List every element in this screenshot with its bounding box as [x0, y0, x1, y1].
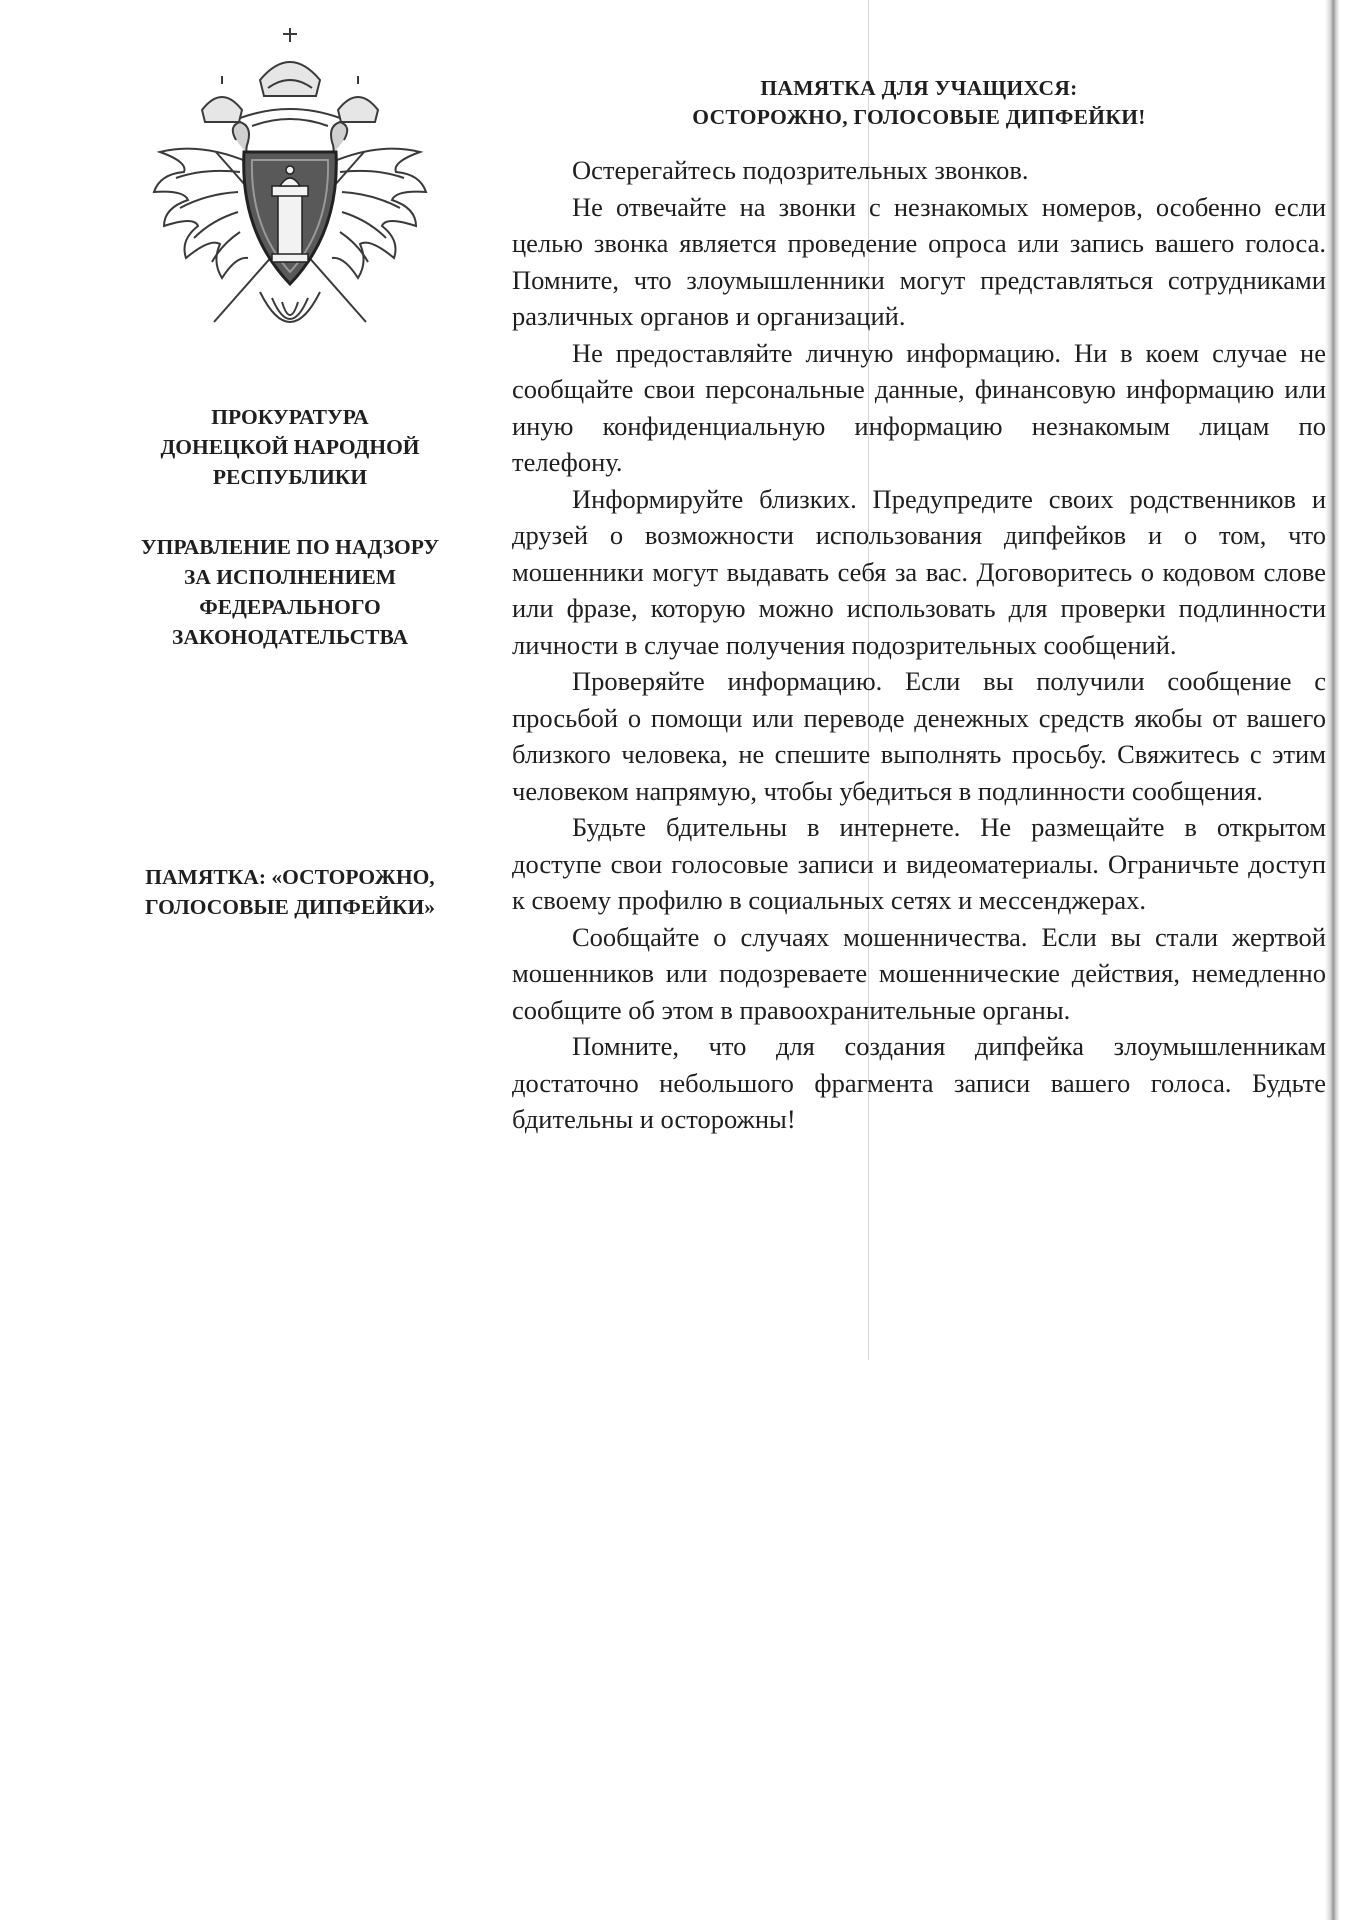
page-scan-edge	[1325, 0, 1339, 1920]
department-line: ЗАКОНОДАТЕЛЬСТВА	[172, 625, 408, 649]
department-line: ЗА ИСПОЛНЕНИЕМ	[183, 565, 397, 589]
leaflet-label-line: ГОЛОСОВЫЕ ДИПФЕЙКИ»	[144, 895, 436, 919]
leaflet-label-line: ПАМЯТКА: «ОСТОРОЖНО,	[145, 865, 435, 889]
left-column	[100, 402, 480, 922]
document-title-line: ОСТОРОЖНО, ГОЛОСОВЫЕ ДИПФЕЙКИ!	[692, 105, 1146, 129]
paragraph: Проверяйте информацию. Если вы получили сообщение с просьбой о помощи или переводе денежных средств якобы от вашего близкого человека, не спешите выполнять просьбу. Свяжитесь с этим человеком напрямую, чтобы убедиться в подлинности сообщения.	[512, 666, 1326, 806]
leaflet-label	[100, 862, 480, 922]
organization-name	[100, 402, 480, 492]
document-body	[512, 74, 1326, 1138]
organization-line: РЕСПУБЛИКИ	[212, 465, 368, 489]
paragraph: Не предоставляйте личную информацию. Ни в коем случае не сообщайте свои персональные данные, финансовую информацию или иную конфиденциальную информацию незнакомым лицам по телефону.	[512, 337, 1326, 477]
paragraph: Остерегайтесь подозрительных звонков.	[572, 155, 1029, 185]
organization-line: ПРОКУРАТУРА	[211, 405, 369, 429]
department-line: ФЕДЕРАЛЬНОГО	[199, 595, 381, 619]
document-title	[512, 74, 1326, 132]
paragraph: Информируйте близких. Предупредите своих родственников и друзей о возможности использования дипфейков и о том, что мошенники могут выдавать себя за вас. Договоритесь о кодовом слове или фразе, которую можно использовать для проверки подлинности личности в случае получения подозрительных сообщений.	[512, 483, 1326, 660]
department-line: УПРАВЛЕНИЕ ПО НАДЗОРУ	[140, 535, 440, 559]
paragraph: Будьте бдительны в интернете. Не размещайте в открытом доступе свои голосовые записи и видеоматериалы. Ограничьте доступ к своему профилю в социальных сетях и мессенджерах.	[512, 812, 1326, 915]
document-title-line: ПАМЯТКА ДЛЯ УЧАЩИХСЯ:	[760, 76, 1078, 100]
organization-line: ДОНЕЦКОЙ НАРОДНОЙ	[160, 435, 420, 459]
paragraph: Не отвечайте на звонки с незнакомых номеров, особенно если целью звонка является проведение опроса или запись вашего голоса. Помните, что злоумышленники могут представляться сотрудниками различных органов и организаций.	[512, 191, 1326, 331]
paragraph: Сообщайте о случаях мошенничества. Если вы стали жертвой мошенников или подозреваете мошеннические действия, немедленно сообщите об этом в правоохранительные органы.	[512, 921, 1326, 1025]
department-name	[100, 532, 480, 652]
prosecutor-office-eagle-emblem-icon	[140, 22, 440, 362]
paragraph: Помните, что для создания дипфейка злоумышленникам достаточно небольшого фрагмента записи вашего голоса. Будьте бдительны и осторожны!	[512, 1031, 1326, 1134]
